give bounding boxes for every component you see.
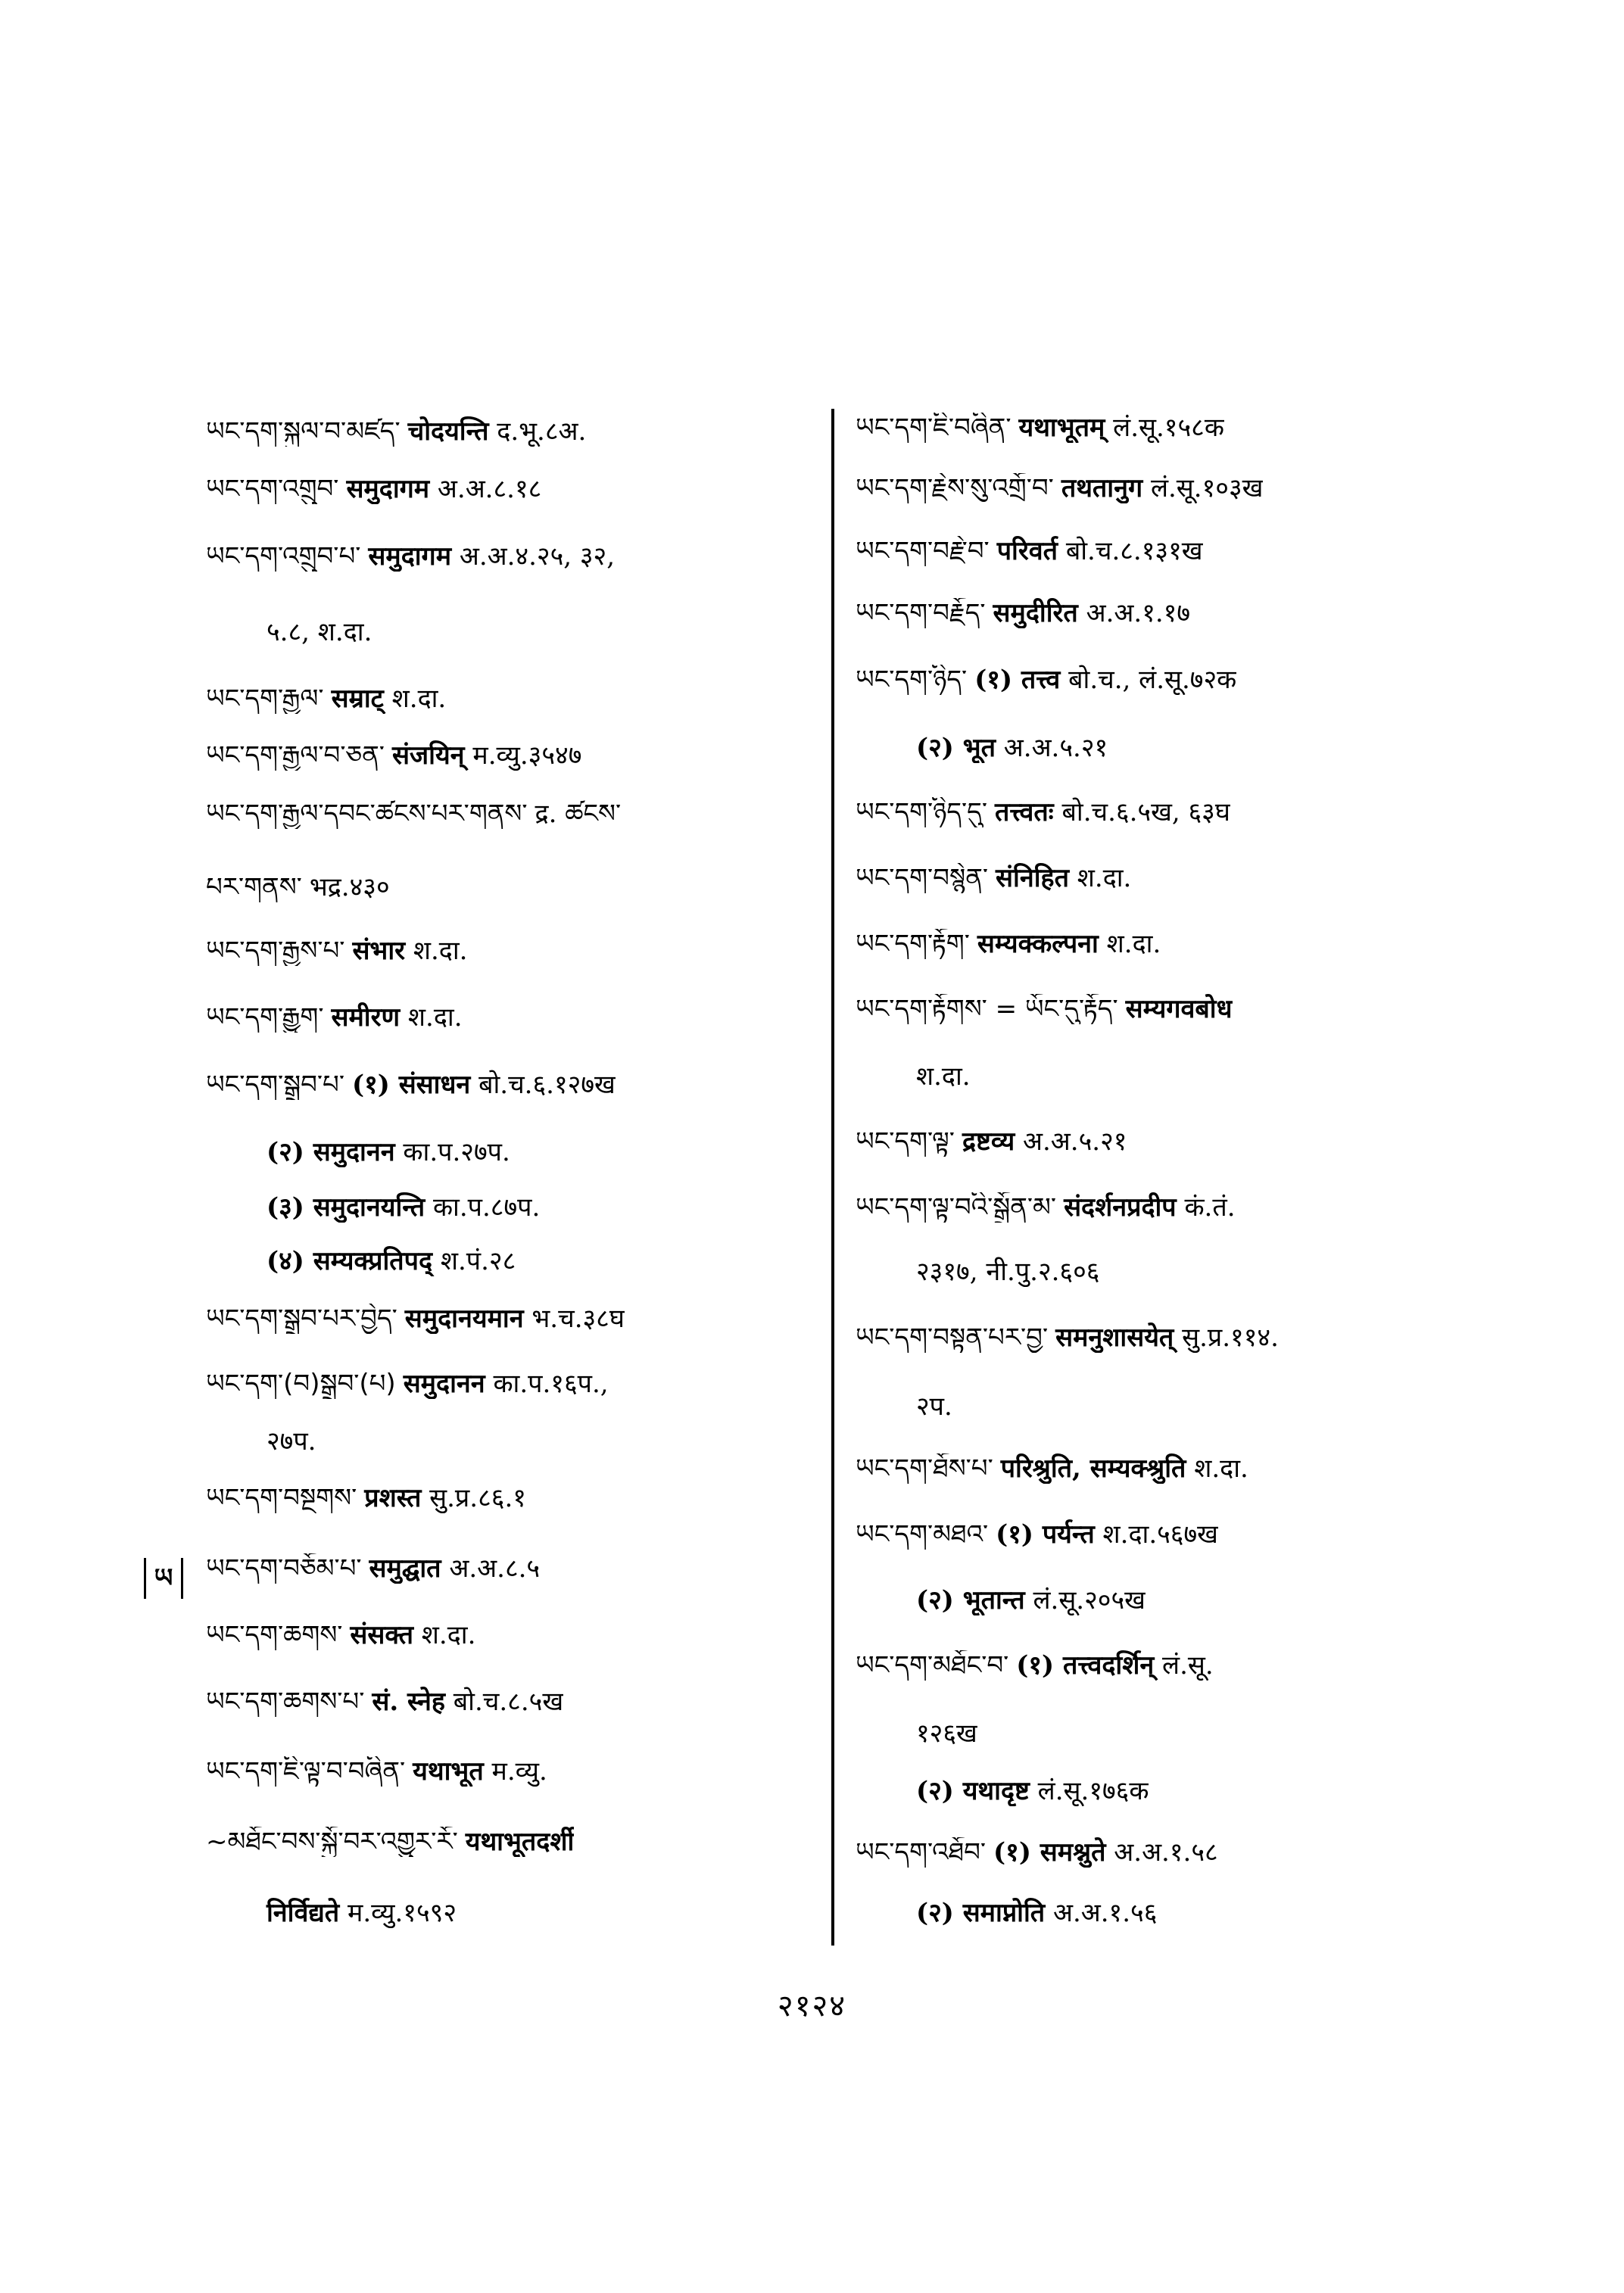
sanskrit-equivalent: सम्यगवबोध	[1125, 994, 1233, 1024]
dictionary-entry	[856, 1391, 952, 1422]
dictionary-entry	[206, 1898, 457, 1928]
tibetan-headword: ཡང་དག་འགྲུབ་པ་	[206, 541, 361, 572]
tibetan-headword: ཡང་དག་བརྗོད་	[856, 598, 986, 628]
source-reference: श.दा.	[391, 684, 447, 714]
sanskrit-equivalent: संभार	[352, 936, 406, 966]
tibetan-headword: ཡང་དག་ཆགས་པ་	[206, 1687, 365, 1717]
source-reference: लं.सू.१५८क	[1113, 413, 1224, 443]
tibetan-headword: ཡང་དག་ཉིད་དུ་	[856, 797, 988, 827]
dictionary-entry	[206, 1620, 475, 1650]
dictionary-entry	[856, 473, 1263, 503]
dictionary-entry	[206, 1426, 316, 1456]
dictionary-entry	[206, 1137, 510, 1167]
tibetan-headword: ཡང་དག་སྐུལ་བ་མཛད་	[206, 416, 401, 447]
sanskrit-equivalent: सम्यक्कल्पना	[977, 929, 1099, 959]
sanskrit-equivalent: (३) समुदानयन्ति	[267, 1192, 425, 1223]
source-reference: बो.च.८.१३१ख	[1065, 536, 1203, 566]
tibetan-headword: ཡང་དག་བསྙེན་	[856, 863, 989, 893]
tibetan-headword: ཡང་དག་རྟོག་	[856, 929, 970, 959]
source-reference: श.दा.	[1194, 1453, 1248, 1484]
tibetan-headword: ཡང་དག་རྒྱལ་བ་ཅན་	[206, 740, 385, 771]
source-reference: श.दा.	[1077, 863, 1132, 893]
source-reference: म.व्यु.१५९२	[348, 1898, 457, 1928]
sanskrit-equivalent: संदर्शनप्रदीप	[1064, 1192, 1177, 1223]
source-reference: म.व्यु.३५४७	[472, 740, 582, 771]
tibetan-headword: ཡང་དག་རྒྱལ་དབང་ཚངས་པར་གནས་	[206, 799, 528, 829]
sanskrit-equivalent: समुदानयमान	[404, 1304, 524, 1334]
tibetan-headword: ཡང་དག་ཆགས་	[206, 1620, 343, 1650]
dictionary-entry	[856, 1718, 977, 1749]
sanskrit-equivalent: द्रष्टव्य	[962, 1126, 1015, 1157]
sanskrit-equivalent: सं. स्नेह	[372, 1687, 445, 1717]
sanskrit-equivalent: यथाभूत	[413, 1756, 484, 1787]
sanskrit-equivalent: तथतानुग	[1061, 473, 1143, 503]
sanskrit-equivalent: निर्विद्यते	[267, 1898, 340, 1928]
source-reference: श.पं.२८	[440, 1246, 516, 1276]
sanskrit-equivalent: प्रशस्त	[364, 1483, 422, 1513]
source-reference: श.दा.	[407, 1002, 463, 1033]
tibetan-headword: ཡང་དག་ཐོས་པ་	[856, 1453, 993, 1484]
source-reference: सु.प्र.११४.	[1182, 1323, 1279, 1353]
dictionary-entry	[856, 1257, 1099, 1287]
dictionary-entry	[206, 1002, 463, 1033]
dictionary-entry	[856, 1061, 971, 1092]
source-reference: द.भू.८अ.	[497, 416, 587, 447]
dictionary-entry	[856, 1776, 1149, 1806]
dictionary-entry	[856, 1519, 1218, 1550]
source-reference: भद्र.४३०	[309, 872, 390, 902]
dictionary-entry	[856, 797, 1230, 827]
dictionary-entry	[856, 994, 1233, 1024]
sanskrit-equivalent: यथाभूतदर्शी	[465, 1827, 575, 1857]
sanskrit-equivalent: (२) यथादृष्ट	[916, 1776, 1030, 1806]
dictionary-entry	[856, 929, 1161, 959]
tibetan-headword: ཡང་དག་བསྟན་པར་བྱ་	[856, 1323, 1049, 1353]
source-reference: का.प.८७प.	[432, 1192, 541, 1223]
page-number: २१२४	[777, 1989, 847, 2024]
tibetan-headword: ཡང་དག་འགྲུབ་	[206, 474, 339, 504]
dictionary-entry	[206, 541, 615, 572]
source-reference: द्र. ཚངས་	[535, 799, 622, 829]
dictionary-entry	[206, 1756, 547, 1787]
dictionary-entry	[856, 863, 1131, 893]
dictionary-entry	[206, 872, 390, 902]
source-reference: १२६ख	[916, 1718, 977, 1749]
dictionary-entry	[206, 1192, 540, 1223]
source-reference: अ.अ.१.५६	[1052, 1898, 1158, 1928]
tibetan-headword: ཡང་དག་ལྟ་བའི་སྒྲོན་མ་	[856, 1192, 1057, 1223]
sanskrit-equivalent: समुदानन	[403, 1369, 485, 1399]
source-reference: अ.अ.४.२५, ३२,	[459, 541, 616, 572]
dictionary-entry	[856, 1453, 1248, 1484]
dictionary-entry	[206, 936, 467, 966]
dictionary-entry	[856, 598, 1190, 628]
dictionary-entry	[206, 1827, 574, 1857]
sanskrit-equivalent: समुद्घात	[369, 1553, 441, 1584]
sanskrit-equivalent: (२) समुदानन	[267, 1137, 395, 1167]
sanskrit-equivalent: संसक्त	[350, 1620, 413, 1650]
sanskrit-equivalent: (१) संसाधन	[352, 1070, 471, 1100]
source-reference: भ.च.३८घ	[531, 1304, 625, 1334]
dictionary-entry	[856, 1192, 1236, 1223]
source-reference: कं.तं.	[1184, 1192, 1236, 1223]
dictionary-entry	[206, 474, 541, 504]
tibetan-headword: ཡང་དག་ཇི་ལྟ་བ་བཞིན་	[206, 1756, 406, 1787]
dictionary-entry	[206, 1246, 516, 1276]
source-reference: बो.च.६.५ख, ६३घ	[1061, 797, 1230, 827]
tibetan-headword: ཡང་དག་རྒྱུག་	[206, 1002, 324, 1033]
tibetan-headword: ཡང་དག་རྟོགས་ = ཡོང་དུ་རྟོད་	[856, 994, 1118, 1024]
dictionary-entry	[206, 416, 586, 447]
sanskrit-equivalent: समुदागम	[346, 474, 430, 504]
source-reference: लं.सू.१७६क	[1037, 1776, 1149, 1806]
tibetan-headword: ཡང་དག་བསྔགས་	[206, 1483, 357, 1513]
dictionary-entry	[856, 1323, 1279, 1353]
source-reference: २३१७, नी.पु.२.६०६	[916, 1257, 1100, 1287]
source-reference: ५.८, श.दा.	[267, 617, 372, 647]
sanskrit-equivalent: परिश्रुति, सम्यक्श्रुति	[1000, 1453, 1186, 1484]
tibetan-headword: ཡང་དག་འཐོབ་	[856, 1837, 987, 1868]
source-reference: बो.च.८.५ख	[453, 1687, 564, 1717]
column-divider	[831, 409, 834, 1946]
tibetan-headword: ཡང་དག་སྒྲུབ་པ་	[206, 1070, 344, 1100]
tibetan-headword: ཡང་དག་མཐའ་	[856, 1519, 989, 1550]
margin-section-mark: ཡ	[144, 1558, 183, 1599]
dictionary-entry	[856, 1898, 1157, 1928]
dictionary-entry	[856, 536, 1203, 566]
dictionary-entry	[206, 799, 621, 829]
sanskrit-equivalent: (१) तत्त्व	[974, 665, 1061, 695]
tibetan-headword: ཡང་དག་ལྟ་	[856, 1126, 955, 1157]
sanskrit-equivalent: चोदयन्ति	[407, 416, 489, 447]
dictionary-entry	[856, 1585, 1146, 1615]
source-reference: का.प.२७प.	[403, 1137, 510, 1167]
sanskrit-equivalent: (१) समश्नुते	[993, 1837, 1106, 1868]
tibetan-headword: ཡང་དག་རྗེས་སུ་འགྲོ་བ་	[856, 473, 1054, 503]
tibetan-headword: ཡང་དག་མཐོང་བ་	[856, 1650, 1009, 1681]
source-reference: म.व्यु.	[491, 1756, 547, 1787]
source-reference: श.दा.	[421, 1620, 476, 1650]
tibetan-headword: ཡང་དག་ཉིད་	[856, 665, 968, 695]
dictionary-entry	[856, 733, 1108, 763]
tibetan-headword: ཡང་དག་བརྗེ་བ་	[856, 536, 990, 566]
tibetan-headword: པར་གནས་	[206, 872, 302, 902]
dictionary-entry	[856, 1126, 1127, 1157]
source-reference: अ.अ.१.५८	[1114, 1837, 1218, 1868]
dictionary-entry	[206, 1304, 625, 1334]
source-reference: लं.सू.१०३ख	[1150, 473, 1264, 503]
dictionary-entry	[206, 1369, 609, 1399]
source-reference: अ.अ.१.१७	[1086, 598, 1191, 628]
source-reference: लं.सू.	[1162, 1650, 1214, 1681]
tibetan-headword: ཡང་དག་རྒྱས་པ་	[206, 936, 345, 966]
source-reference: श.दा.५६७ख	[1102, 1519, 1218, 1550]
dictionary-entry	[856, 1837, 1218, 1868]
sanskrit-equivalent: तत्त्वतः	[995, 797, 1054, 827]
sanskrit-equivalent: संजयिन्	[391, 740, 465, 771]
dictionary-entry	[206, 1553, 540, 1584]
sanskrit-equivalent: समनुशासयेत्	[1055, 1323, 1174, 1353]
dictionary-entry	[856, 665, 1236, 695]
sanskrit-equivalent: परिवर्त	[996, 536, 1058, 566]
sanskrit-equivalent: संनिहित	[996, 863, 1069, 893]
dictionary-entry	[206, 617, 372, 647]
sanskrit-equivalent: यथाभूतम्	[1018, 413, 1105, 443]
dictionary-entry	[206, 740, 581, 771]
source-reference: बो.च., लं.सू.७२क	[1068, 665, 1237, 695]
tibetan-headword: ཡང་དག་རྒྱལ་	[206, 684, 324, 714]
dictionary-entry	[206, 1070, 616, 1100]
source-reference: अ.अ.५.२१	[1003, 733, 1108, 763]
sanskrit-equivalent: समीरण	[331, 1002, 401, 1033]
dictionary-entry	[206, 1687, 563, 1717]
tibetan-headword: ཡང་དག་ཇི་བཞིན་	[856, 413, 1011, 443]
sanskrit-equivalent: सम्राट्	[331, 684, 384, 714]
source-reference: लं.सू.२०५ख	[1033, 1585, 1146, 1615]
tibetan-headword: ཡང་དག་སྒྲུབ་པར་བྱེད་	[206, 1304, 397, 1334]
sanskrit-equivalent: समुदागम	[368, 541, 452, 572]
sanskrit-equivalent: (२) भूत	[916, 733, 996, 763]
tibetan-headword: ~མཐོང་བས་སྐྱོ་བར་འགྱུར་རོ་	[206, 1827, 458, 1857]
source-reference: सु.प्र.८६.१	[429, 1483, 526, 1513]
dictionary-entry	[206, 684, 446, 714]
source-reference: का.प.१६प.,	[493, 1369, 609, 1399]
sanskrit-equivalent: (२) समाप्नोति	[916, 1898, 1046, 1928]
source-reference: अ.अ.५.२१	[1023, 1126, 1127, 1157]
source-reference: बो.च.६.१२७ख	[478, 1070, 616, 1100]
source-reference: श.दा.	[413, 936, 468, 966]
dictionary-entry	[206, 1483, 526, 1513]
source-reference: श.दा.	[1106, 929, 1161, 959]
sanskrit-equivalent: (१) तत्त्वदर्शिन्	[1016, 1650, 1155, 1681]
source-reference: २प.	[916, 1391, 952, 1422]
sanskrit-equivalent: (४) सम्यक्प्रतिपद्	[267, 1246, 433, 1276]
dictionary-entry	[856, 1650, 1214, 1681]
sanskrit-equivalent: (२) भूतान्त	[916, 1585, 1025, 1615]
sanskrit-equivalent: समुदीरित	[993, 598, 1078, 628]
dictionary-entry	[856, 413, 1224, 443]
source-reference: २७प.	[267, 1426, 316, 1456]
source-reference: अ.अ.८.१८	[437, 474, 542, 504]
sanskrit-equivalent: (१) पर्यन्त	[996, 1519, 1095, 1550]
tibetan-headword: ཡང་དག་བཅོམ་པ་	[206, 1553, 362, 1584]
source-reference: अ.अ.८.५	[449, 1553, 541, 1584]
tibetan-headword: ཡང་དག་(བ)སྒྲུབ་(པ)	[206, 1369, 396, 1399]
source-reference: श.दा.	[916, 1061, 971, 1092]
